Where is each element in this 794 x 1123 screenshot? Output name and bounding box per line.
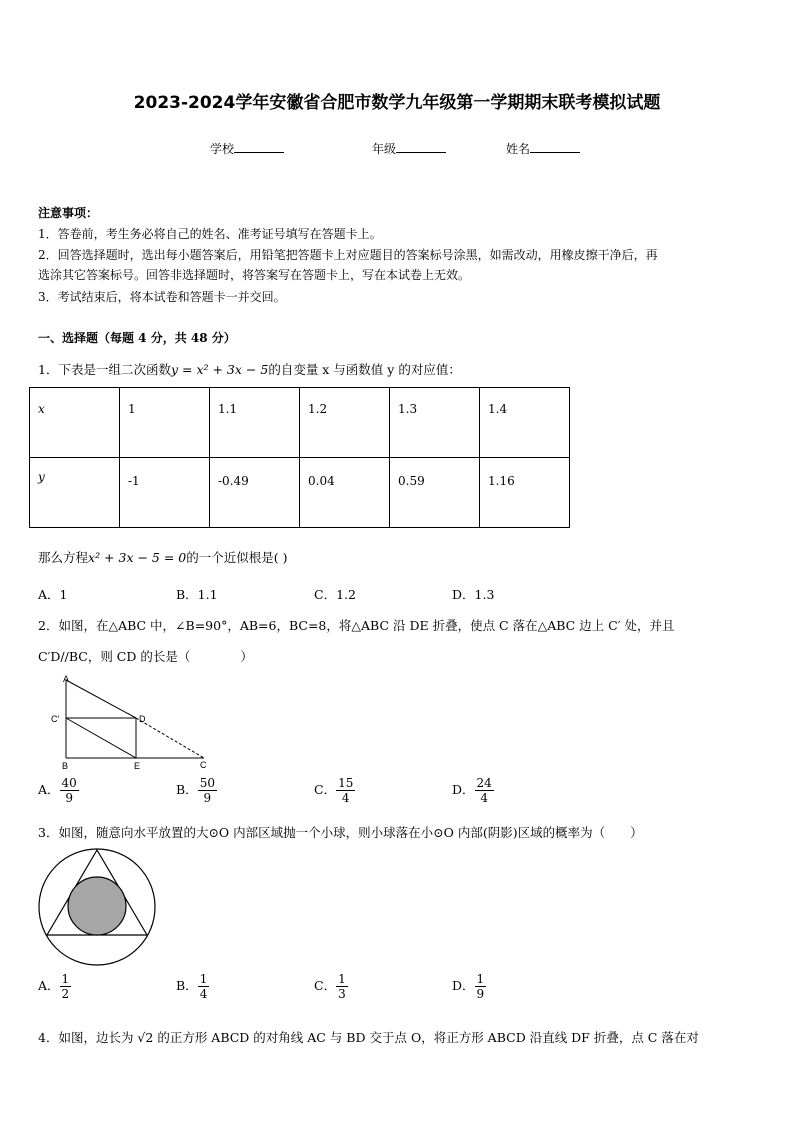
numerator: 1	[476, 972, 485, 986]
label-c: C	[200, 760, 207, 770]
q1-question-prefix: 那么方程	[38, 550, 89, 565]
q2-option-b	[176, 776, 217, 805]
option-letter: B．	[176, 782, 198, 797]
q1-option-b: B．1.1	[176, 587, 218, 602]
table-row-x	[30, 388, 570, 458]
table-row-y	[30, 458, 570, 528]
table-cell: 1.2	[300, 388, 390, 458]
notes-heading: 注意事项：	[38, 206, 99, 220]
q2-option-c	[314, 776, 355, 805]
table-cell: 0.59	[390, 458, 480, 528]
q2-stem-line-2: C′D//BC，则 CD 的长是（ ）	[38, 649, 253, 664]
fraction	[60, 776, 79, 805]
q1-question	[38, 548, 287, 566]
q1-prefix: 1．下表是一组二次函数	[38, 362, 171, 377]
denominator: 4	[480, 791, 488, 805]
inner-circle-shaded	[68, 877, 126, 935]
q2-option-d	[452, 776, 494, 805]
grade-label: 年级	[372, 142, 397, 156]
q2-stem-line-1: 2．如图，在△ABC 中，∠B=90°，AB=6，BC=8，将△ABC 沿 DE 折叠，使点 C 落在△ABC 边上 C′ 处，并且	[38, 618, 675, 633]
q1-stem	[38, 360, 461, 378]
fraction	[475, 972, 487, 1001]
label-a: A	[63, 674, 70, 684]
table-cell: 1	[120, 388, 210, 458]
q3-figure	[36, 846, 158, 968]
section-heading: 一、选择题（每题 4 分，共 48 分）	[38, 331, 236, 345]
option-letter: A．	[38, 782, 60, 797]
fraction	[475, 776, 494, 805]
fraction	[60, 972, 72, 1001]
fraction	[336, 972, 348, 1001]
numerator: 15	[338, 776, 354, 790]
table-cell: 1.16	[480, 458, 570, 528]
page-title: 2023-2024学年安徽省合肥市数学九年级第一学期期末联考模拟试题	[133, 93, 661, 113]
q2-option-a	[38, 776, 79, 805]
table-cell: x	[30, 388, 120, 458]
school-label: 学校	[210, 142, 235, 156]
table-cell: -0.49	[210, 458, 300, 528]
q1-equation: x² + 3x − 5 = 0	[88, 550, 187, 565]
q1-option-a: A．1	[38, 587, 68, 602]
q3-option-b	[176, 972, 209, 1001]
option-letter: D．	[452, 782, 475, 797]
fraction	[198, 972, 210, 1001]
grade-blank	[396, 140, 446, 153]
fraction	[336, 776, 355, 805]
q1-option-d: D．1.3	[452, 587, 495, 602]
numerator: 40	[61, 776, 77, 790]
option-letter: B．	[176, 978, 198, 993]
label-e: E	[134, 761, 141, 771]
table-cell: -1	[120, 458, 210, 528]
name-blank	[530, 140, 580, 153]
option-letter: C．	[314, 782, 337, 797]
q1-question-suffix: 的一个近似根是( )	[186, 550, 288, 565]
q1-suffix: 的自变量 x 与函数值 y 的对应值：	[268, 362, 461, 377]
option-letter: D．	[452, 978, 475, 993]
denominator: 4	[199, 987, 208, 1001]
name-label: 姓名	[506, 142, 531, 156]
numerator: 24	[476, 776, 492, 790]
q1-value-table	[29, 387, 570, 528]
q3-option-c	[314, 972, 348, 1001]
table-cell: y	[30, 458, 120, 528]
q2-figure	[44, 672, 216, 772]
table-cell: 1.3	[390, 388, 480, 458]
denominator: 3	[338, 987, 346, 1001]
label-c-prime: C′	[51, 714, 60, 724]
q1-option-c: C．1.2	[314, 587, 356, 602]
notes-item-2-line-2: 选涂其它答案标号。回答非选择题时，将答案写在答题卡上，写在本试卷上无效。	[38, 268, 471, 282]
q3-option-d	[452, 972, 486, 1001]
denominator: 4	[341, 791, 350, 805]
grade-field	[372, 140, 446, 157]
denominator: 9	[476, 987, 485, 1001]
table-cell: 0.04	[300, 458, 390, 528]
label-d: D	[139, 714, 146, 724]
q3-stem: 3．如图，随意向水平放置的大⊙O 内部区域抛一个小球，则小球落在小⊙O 内部(阴影)区域的概率为（ ）	[38, 825, 643, 840]
denominator: 2	[61, 987, 70, 1001]
table-cell: 1.1	[210, 388, 300, 458]
q3-option-a	[38, 972, 71, 1001]
numerator: 1	[61, 972, 70, 986]
numerator: 1	[338, 972, 346, 986]
school-blank	[234, 140, 284, 153]
school-field	[210, 140, 284, 157]
q4-stem: 4．如图，边长为 √2 的正方形 ABCD 的对角线 AC 与 BD 交于点 O，将正方形 ABCD 沿直线 DF 折叠，点 C 落在对	[38, 1030, 699, 1045]
option-letter: C．	[314, 978, 337, 993]
numerator: 1	[199, 972, 208, 986]
numerator: 50	[199, 776, 215, 790]
notes-item-1: 1．答卷前，考生务必将自己的姓名、准考证号填写在答题卡上。	[38, 227, 382, 241]
label-b: B	[62, 761, 69, 771]
option-letter: A．	[38, 978, 60, 993]
denominator: 9	[203, 791, 212, 805]
denominator: 9	[65, 791, 73, 805]
notes-item-3: 3．考试结束后，将本试卷和答题卡一并交回。	[38, 290, 286, 304]
fraction	[198, 776, 217, 805]
notes-item-2-line-1: 2．回答选择题时，选出每小题答案后，用铅笔把答题卡上对应题目的答案标号涂黑，如需改动，用橡皮擦干净后，再	[38, 248, 658, 262]
q1-function: y = x² + 3x − 5	[170, 362, 269, 377]
name-field	[506, 140, 580, 157]
table-cell: 1.4	[480, 388, 570, 458]
